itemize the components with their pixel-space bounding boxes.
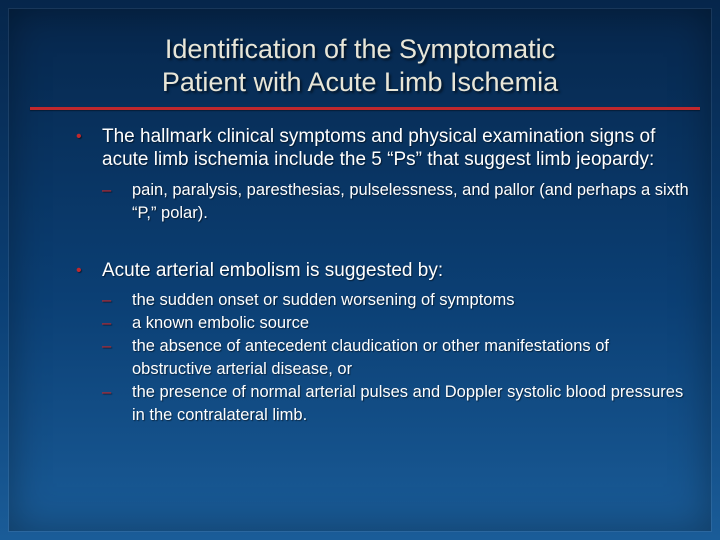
sub-item-text: the sudden onset or sudden worsening of symptoms bbox=[132, 291, 515, 309]
title-line-1: Identification of the Symptomatic bbox=[164, 34, 556, 64]
dash-marker: – bbox=[102, 291, 112, 309]
sub-item bbox=[102, 289, 690, 312]
dash-marker: – bbox=[102, 383, 112, 401]
title-line-2: Patient with Acute Limb Ischemia bbox=[161, 67, 559, 97]
sub-item bbox=[102, 312, 690, 335]
bullet-marker: • bbox=[76, 262, 82, 279]
slide-title bbox=[40, 33, 680, 99]
sub-item bbox=[102, 335, 690, 381]
sub-list bbox=[76, 289, 690, 427]
sub-item-text: the absence of antecedent claudication or other manifestations of obstructive arterial disease, or bbox=[132, 337, 609, 378]
bullet-item bbox=[76, 259, 690, 282]
sub-item-text: pain, paralysis, paresthesias, pulselessness, and pallor (and perhaps a sixth “P,” polar). bbox=[132, 181, 689, 222]
sub-item-text: the presence of normal arterial pulses and Doppler systolic blood pressures in the contralateral limb. bbox=[132, 383, 684, 424]
bullet-text: Acute arterial embolism is suggested by: bbox=[102, 260, 444, 281]
bullet-text: The hallmark clinical symptoms and physical examination signs of acute limb ischemia include the 5 “Ps” that suggest limb jeopardy: bbox=[102, 126, 656, 170]
sub-item bbox=[102, 381, 690, 427]
sub-list bbox=[76, 179, 690, 225]
dash-marker: – bbox=[102, 314, 112, 332]
dash-marker: – bbox=[102, 181, 112, 199]
bullet-marker: • bbox=[76, 128, 82, 145]
sub-item bbox=[102, 179, 690, 225]
sub-item-text: a known embolic source bbox=[132, 314, 310, 332]
title-divider bbox=[30, 107, 700, 110]
dash-marker: – bbox=[102, 337, 112, 355]
bullet-item bbox=[76, 125, 690, 171]
slide-body bbox=[76, 125, 690, 427]
